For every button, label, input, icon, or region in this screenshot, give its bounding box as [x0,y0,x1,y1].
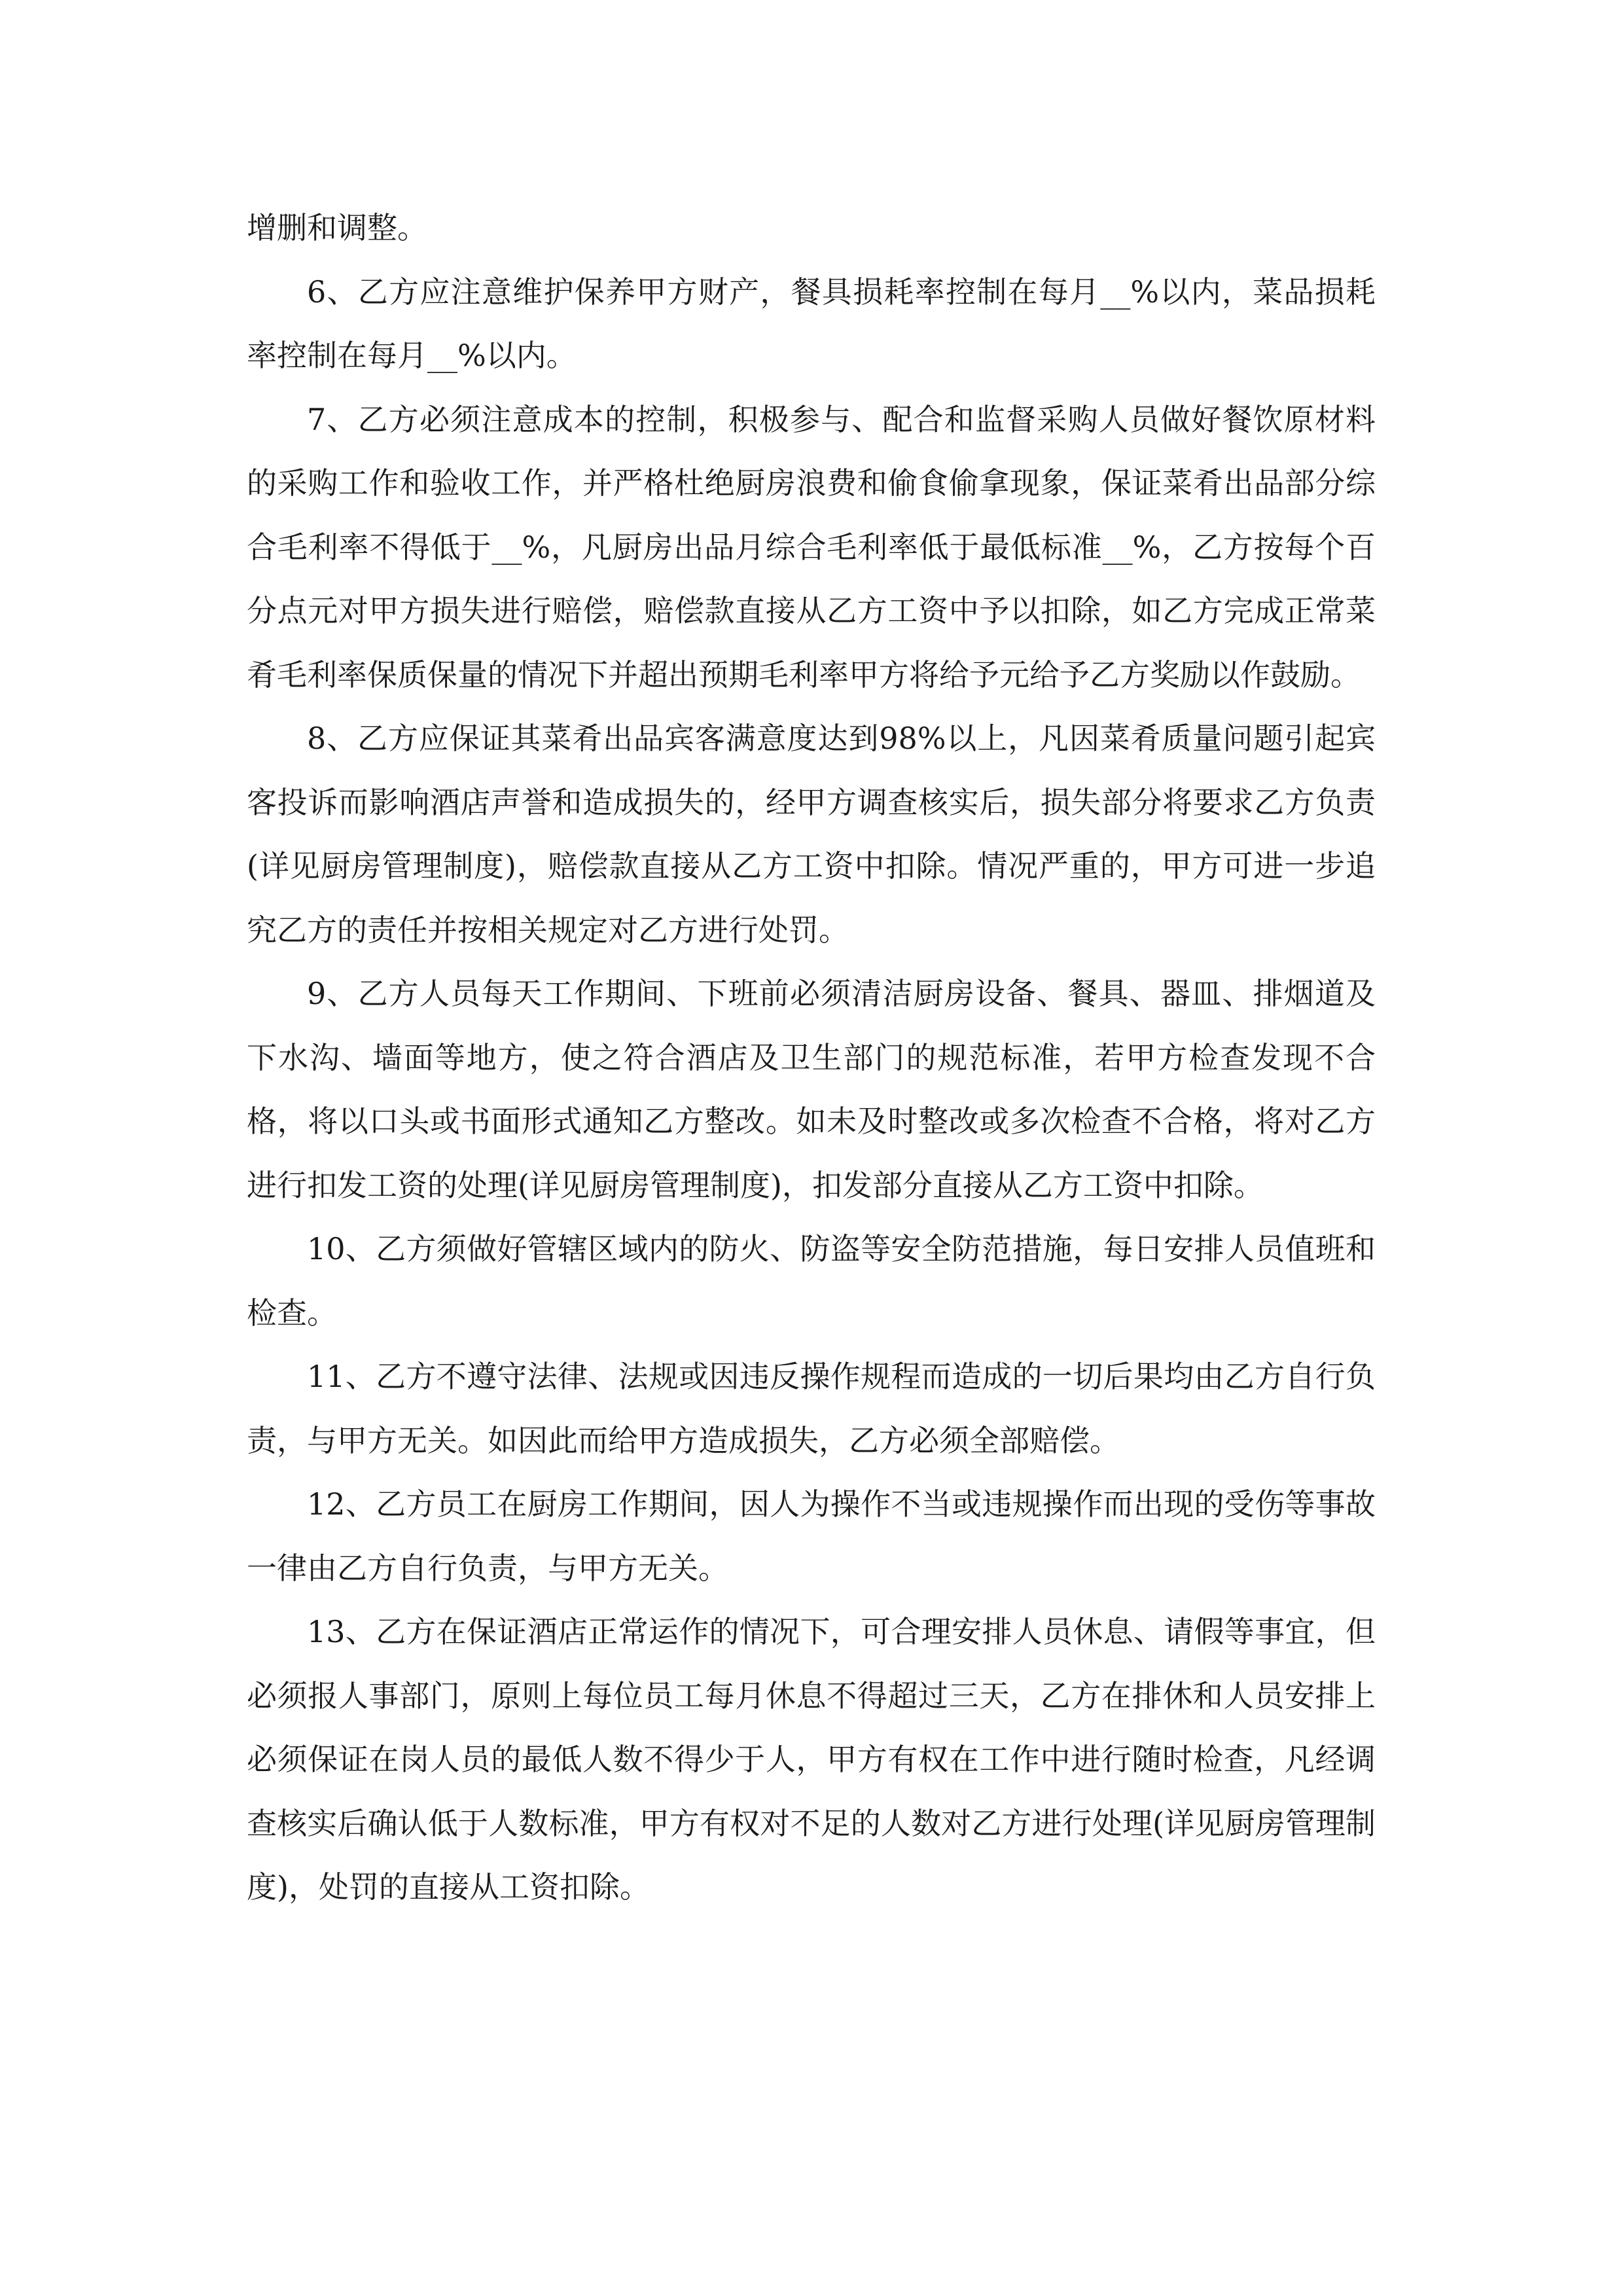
paragraph-clause-10: 10、乙方须做好管辖区域内的防火、防盗等安全防范措施，每日安排人员值班和检查。 [247,1231,1376,1331]
paragraph-continuation: 增删和调整。 [247,210,427,245]
paragraph-clause-7: 7、乙方必须注意成本的控制，积极参与、配合和监督采购人员做好餐饮原材料的采购工作和验收工作，并严格杜绝厨房浪费和偷食偷拿现象，保证菜肴出品部分综合毛利率不得低于__%，凡厨房出品月综合毛利率低于最低标准__%，乙方按每个百分点元对甲方损失进行赔偿，赔偿款直接从乙方工资中予以扣除，如乙方完成正常菜肴毛利率保质保量的情况下并超出预期毛利率甲方将给予元给予乙方奖励以作鼓励。 [247,401,1376,692]
paragraph-clause-11: 11、乙方不遵守法律、法规或因违反操作规程而造成的一切后果均由乙方自行负责，与甲方无关。如因此而给甲方造成损失，乙方必须全部赔偿。 [247,1359,1376,1458]
paragraph-clause-12: 12、乙方员工在厨房工作期间，因人为操作不当或违规操作而出现的受伤等事故一律由乙方自行负责，与甲方无关。 [247,1486,1376,1586]
document-body [247,196,1376,1920]
paragraph-clause-8: 8、乙方应保证其菜肴出品宾客满意度达到98%以上，凡因菜肴质量问题引起宾客投诉而影响酒店声誉和造成损失的，经甲方调查核实后，损失部分将要求乙方负责(详见厨房管理制度)，赔偿款直接从乙方工资中扣除。情况严重的，甲方可进一步追究乙方的责任并按相关规定对乙方进行处罚。 [247,721,1376,948]
paragraph-clause-13: 13、乙方在保证酒店正常运作的情况下，可合理安排人员休息、请假等事宜，但必须报人事部门，原则上每位员工每月休息不得超过三天，乙方在排休和人员安排上必须保证在岗人员的最低人数不得少于人，甲方有权在工作中进行随时检查，凡经调查核实后确认低于人数标准，甲方有权对不足的人数对乙方进行处理(详见厨房管理制度)，处罚的直接从工资扣除。 [247,1614,1376,1905]
paragraph-clause-6: 6、乙方应注意维护保养甲方财产，餐具损耗率控制在每月__%以内，菜品损耗率控制在每月__%以内。 [247,274,1376,373]
paragraph-clause-9: 9、乙方人员每天工作期间、下班前必须清洁厨房设备、餐具、器皿、排烟道及下水沟、墙面等地方，使之符合酒店及卫生部门的规范标准，若甲方检查发现不合格，将以口头或书面形式通知乙方整改。如未及时整改或多次检查不合格，将对乙方进行扣发工资的处理(详见厨房管理制度)，扣发部分直接从乙方工资中扣除。 [247,976,1376,1203]
